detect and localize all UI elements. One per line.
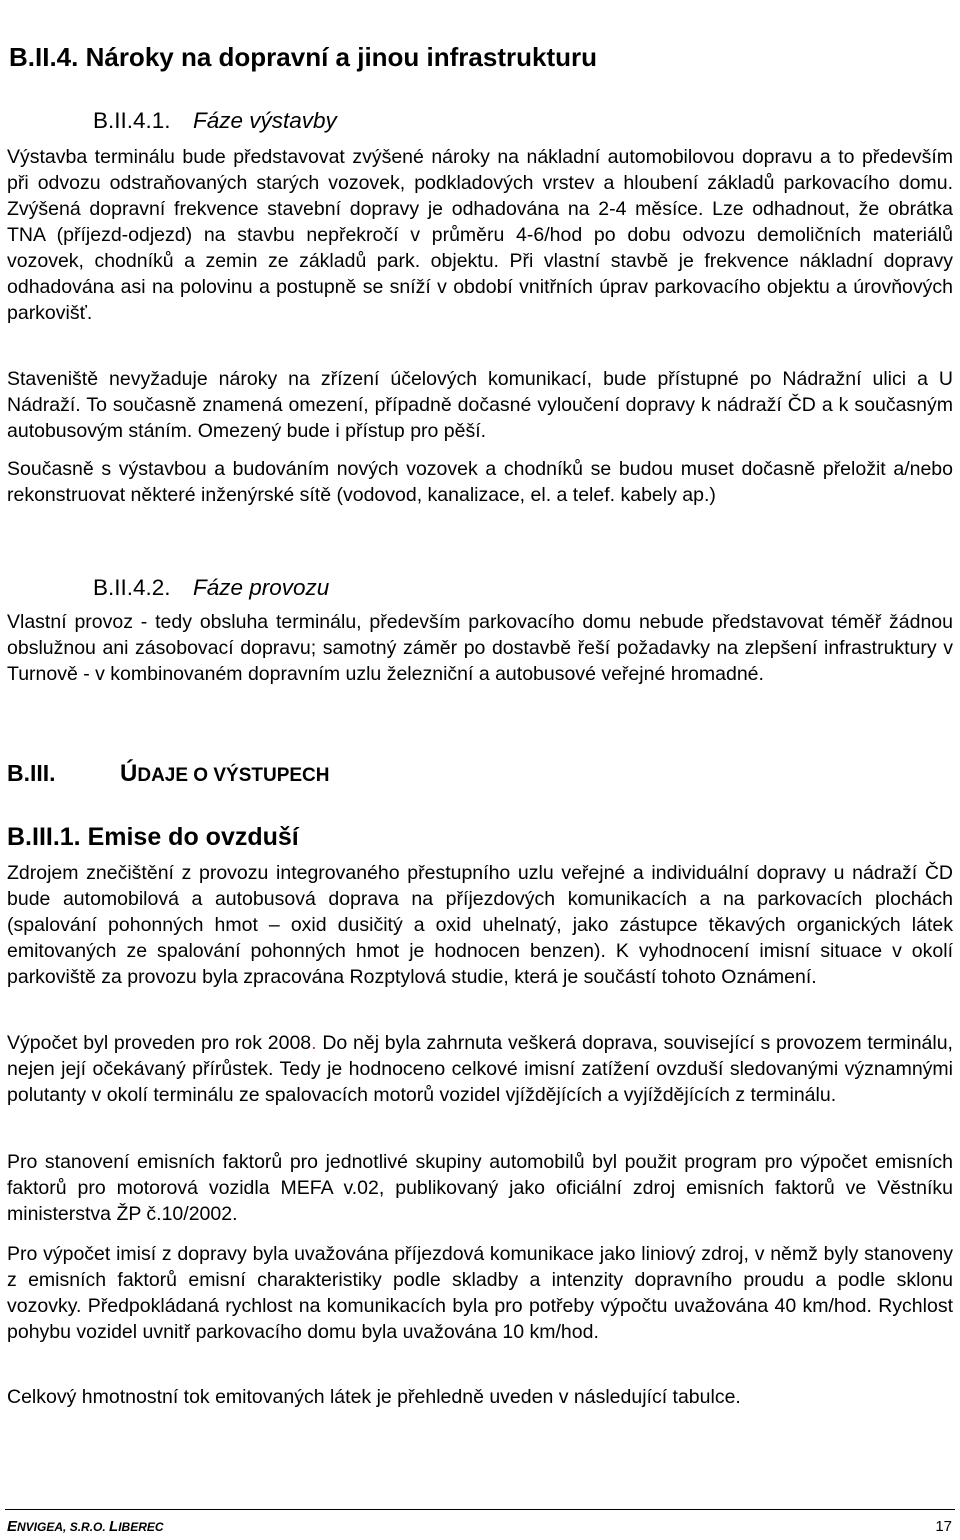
chapter-heading (7, 760, 330, 788)
chapter-number: B.III. (7, 760, 56, 786)
chapter-title-rest: DAJE O VÝSTUPECH (137, 765, 330, 786)
sentence: To současně znamená omezení, případně dočasné vyloučení dopravy k nádraží ČD a k současným autobusovým stáním. Omezený bude i přístup pro pěší. (7, 394, 953, 442)
section-heading: B.III.1. Emise do ovzduší (7, 823, 299, 851)
paragraph: Zdrojem znečištění z provozu integrovaného přestupního uzlu veřejné a individuální dopravy u nádraží ČD bude automobilová a autobusová doprava na příjezdových komunikacích a na parkovacích plochách (spalování pohonných hmot – oxid dusičitý a oxid uhelnatý, jako zástupce těkavých organických látek emitovaných ze spalování pohonných hmot je hodnocen benzen). K vyhodnocení imisní situace v okolí parkoviště za provozu byla zpracována Rozptylová studie, která je součástí tohoto Oznámení. (7, 862, 953, 988)
subsection-heading (93, 575, 329, 601)
subsection-title: Fáze provozu (193, 575, 330, 600)
paragraph: Celkový hmotnostní tok emitovaných látek je přehledně uveden v následující tabulce. (7, 1386, 741, 1408)
paragraph (7, 1030, 953, 1108)
paragraph: Současně s výstavbou a budováním nových vozovek a chodníků se budou muset dočasně přeložit a/nebo rekonstruovat některé inženýrské sítě (vodovod, kanalizace, el. a telef. kabely ap.) (7, 458, 953, 506)
sentence: Při vlastní stavbě je frekvence nákladní dopravy odhadována asi na polovinu a postupně se sníží v období vnitřních úprav parkovacího objektu a úrovňových parkovišť. (7, 250, 954, 324)
sentence: Výpočet byl proveden pro rok 2008 (7, 1032, 312, 1054)
chapter-title-initial: Ú (120, 760, 138, 787)
page-number: 17 (935, 1518, 952, 1535)
paragraph: Pro stanovení emisních faktorů pro jednotlivé skupiny automobilů byl použit program pro výpočet emisních faktorů pro motorová vozidla MEFA v.02, publikovaný jako oficiální zdroj emisních faktorů ve Věstníku ministerstva ŽP č.10/2002. (7, 1151, 953, 1225)
sentence: Lze odhadnout, že obrátka TNA (příjezd-odjezd) na stavbu nepřekročí v průměru 4-6/hod po dobu odvozu demoličních materiálů vozovek, chodníků a zemin ze základů park. objektu. (7, 198, 953, 272)
paragraph (7, 366, 953, 444)
footer-company: ENVIGEA, S.R.O. LIBEREC (7, 1518, 164, 1535)
subsection-title: Fáze výstavby (193, 108, 337, 133)
sentence: Výstavba terminálu bude představovat zvýšené nároky na nákladní automobilovou dopravu a to především při odvozu odstraňovaných starých vozovek, podkladových vrstev a hloubení základů parkovacího domu. (7, 146, 953, 194)
paragraph (7, 144, 953, 326)
highlighted-period: . (311, 1032, 317, 1054)
paragraph: Pro výpočet imisí z dopravy byla uvažována příjezdová komunikace jako liniový zdroj, v němž byly stanoveny z emisních faktorů emisní charakteristiky podle skladby a intenzity dopravního proudu a podle sklonu vozovky. Předpokládaná rychlost na komunikacích byla pro potřeby výpočtu uvažována 40 km/hod. Rychlost pohybu vozidel uvnitř parkovacího domu byla uvažována 10 km/hod. (7, 1243, 953, 1343)
section-heading: B.II.4. Nároky na dopravní a jinou infrastrukturu (9, 42, 597, 72)
subsection-number: B.II.4.2. (93, 575, 171, 600)
footer-rule (5, 1509, 955, 1510)
sentence: Staveniště nevyžaduje nároky na zřízení účelových komunikací, bude přístupné po Nádražní ulici a U Nádraží. (7, 368, 953, 416)
sentence: Do něj byla zahrnuta veškerá doprava, související s provozem terminálu, nejen její očekávaný přírůstek. Tedy je hodnoceno celkové imisní zatížení ovzduší sledovanými významnými polutanty v okolí terminálu ze spalovacích motorů vozidel vjíždějících a vyjíždějících z terminálu. (7, 1032, 953, 1106)
sentence: Zvýšená dopravní frekvence stavební dopravy je odhadována na 2-4 měsíce. (7, 198, 704, 220)
subsection-heading (93, 108, 337, 134)
subsection-number: B.II.4.1. (93, 108, 171, 133)
paragraph: Vlastní provoz - tedy obsluha terminálu, především parkovacího domu nebude představovat téměř žádnou obslužnou ani zásobovací dopravu; samotný záměr po dostavbě řeší požadavky na zlepšení infrastruktury v Turnově - v kombinovaném dopravním uzlu železniční a autobusové veřejné hromadné. (7, 611, 953, 685)
